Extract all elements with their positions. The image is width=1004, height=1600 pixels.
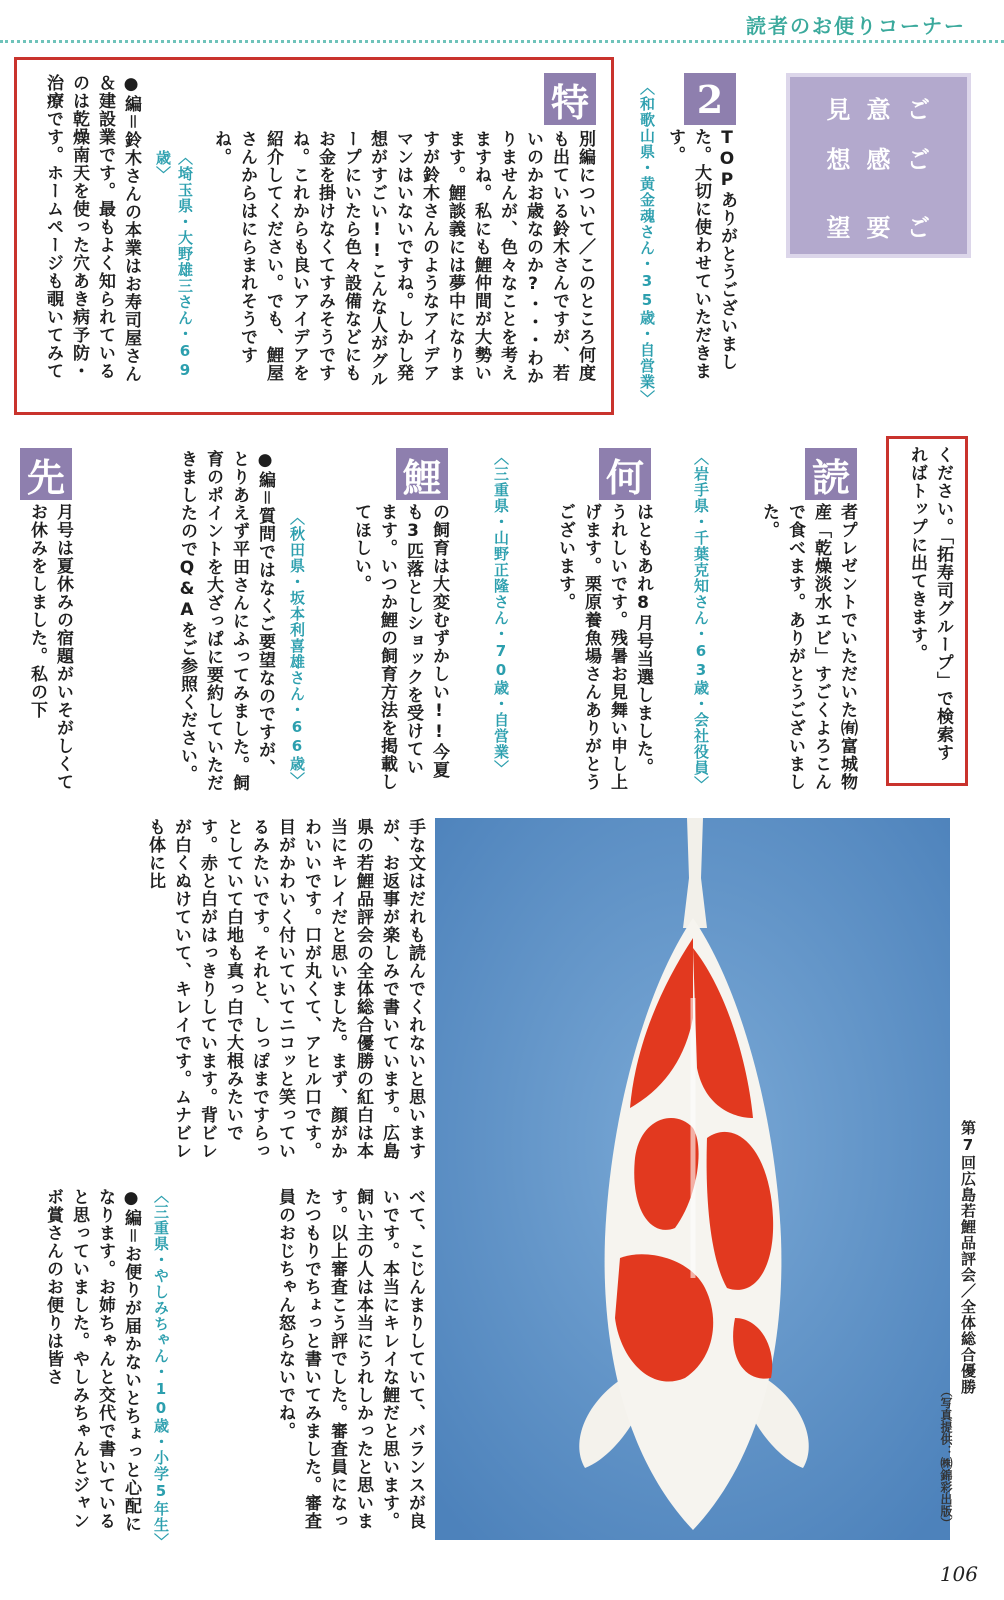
- photo-caption: 第7回広島若鯉品評会／全体総合優勝: [959, 1120, 977, 1395]
- letter-saki-text: 月号は夏休みの宿題がいそがしくてお休みをしました。私の下: [27, 503, 73, 791]
- initial-yomi: 読: [805, 448, 857, 500]
- letter-bottom-part1: 手な文はだれも読んでくれないと思いますが、お返事が楽しみで書いています。広島県の若鯉品評会の全体総合優勝の紅白は本当にキレイだと思いました。まず、顔がかわいいです。口が丸くて、アヒル口です。目がかわいく付いていてニコッと笑っているみたいです。それと、しっぽまですらっとしていて白地も真っ白で大根みたいです。赤と白がはっきりしています。背ビレが白くぬけていて、キレイです。ムナビレも体に比: [145, 818, 425, 1160]
- letter-nani-text: はともあれ8月号当選しました。うれしいです。残暑お見舞い申し上げます。栗原養魚場さんありがとうございます。: [555, 503, 653, 791]
- initial-nani: 何: [599, 448, 651, 500]
- initial-two: 2: [684, 73, 736, 125]
- photo-credit: （写真提供：㈱錦彩出版）: [939, 1385, 953, 1529]
- letter-koi-text: の飼育は大変むずかしい!!今夏も3匹落としショックを受けています。いつか鯉の飼育方法を掲載してほしい。: [351, 503, 449, 791]
- header-rule: [0, 40, 1004, 43]
- letter-two-sender: 〈和歌山県・黄金魂さん・35歳・自営業〉: [638, 80, 656, 406]
- initial-koi: 鯉: [396, 448, 448, 500]
- koi-fish-image: [435, 818, 950, 1540]
- section-title: 読者のお便りコーナー: [746, 14, 966, 38]
- letter-koi-sender: 〈秋田県・坂本利喜雄さん・66歳〉: [288, 510, 306, 788]
- initial-saki: 先: [20, 448, 72, 500]
- letter-toku-text: 別編について／このところ何度も出ている鈴木さんですが、若いのかお歳なのか?・・・わかりませんが、色々なことを考えますね。私にも鯉仲間が大勢います。鯉談義には夢中になりますが鈴木さんのようなアイデアマンはいないですね。しかし発想がすごい!!こんな人がグループにいたら色々設備などにもお金を掛けなくてすみそうですね。これからも良いアイデアを紹介してください。でも、鯉屋さんからはにらまれそうですね。: [211, 130, 595, 388]
- feedback-line: ご意見: [822, 97, 930, 123]
- letter-kudasai-text: ください。「拓寿司グループ」で検索すればトップに出てきます。: [907, 446, 953, 762]
- koi-photo: [435, 818, 950, 1540]
- letter-toku-reply: ●編＝鈴木さんの本業はお寿司屋さん＆建設業です。最もよく知られているのは乾燥南天を使った穴あき病予防・治療です。ホームページも覗いてみて: [43, 74, 141, 383]
- feedback-line: ご感想: [822, 147, 930, 173]
- letter-two-text: TOPありがとうございました。大切に使わせていただきます。: [665, 128, 737, 380]
- feedback-line: ご要望: [822, 215, 930, 241]
- letter-toku-sender: 〈埼玉県・大野雄三さん・69歳〉: [154, 150, 194, 380]
- feedback-box: [786, 73, 971, 258]
- page-number: 106: [939, 1562, 978, 1586]
- letter-nani-sender: 〈三重県・山野正隆さん・70歳・自営業〉: [492, 450, 510, 776]
- letter-bottom-reply: ●編＝お便りが届かないとちょっと心配になります。お姉ちゃんと交代で書いていると思っていました。やしみちゃんとジャンボ賞さんのお便りは皆さ: [43, 1188, 141, 1533]
- letter-bottom-part2: べて、こじんまりしていて、バランスが良いです。本当にキレイな鯉だと思います。飼い主の人は本当にうれしかったと思います。以上審査こう評でした。審査員になったつもりでちょっと書いてみました。審査員のおじちゃん怒らないでね。: [275, 1188, 425, 1530]
- letter-yomi-sender: 〈岩手県・千葉克知さん・63歳・会社役員〉: [692, 450, 710, 792]
- letter-bottom-sender: 〈三重県・やしみちゃん・10歳・小学5年生〉: [152, 1188, 170, 1549]
- letter-koi-reply: ●編＝質問ではなくご要望なのですが、とりあえず平田さんにふってみました。飼育のポイントを大ざっぱに要約していただきましたのでQ&Aをご参照ください。: [177, 450, 275, 792]
- letter-yomi-text: 者プレゼントでいただいた㈲富城物産「乾燥淡水エビ」すごくよろこんで食べます。ありがとうございました。: [759, 503, 857, 791]
- initial-toku: 特: [544, 73, 596, 125]
